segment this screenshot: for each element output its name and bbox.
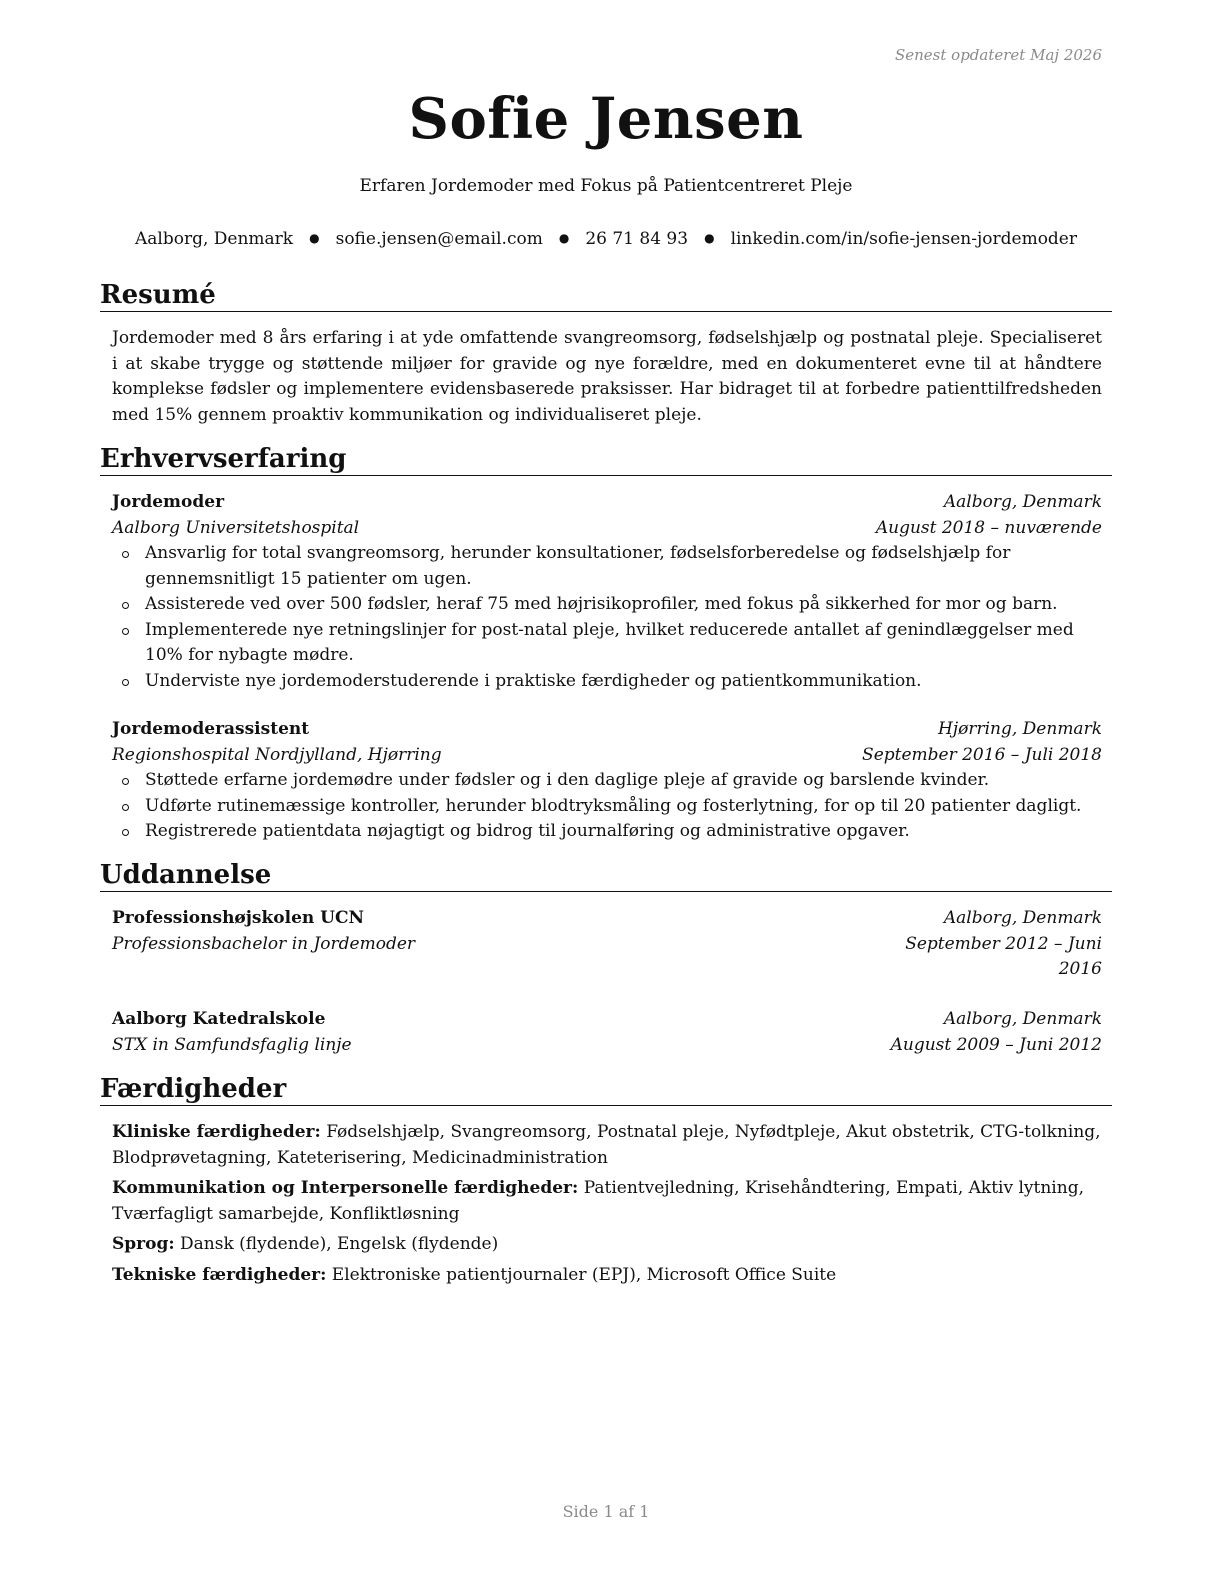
skill-label: Kommunikation og Interpersonelle færdigheder:: [112, 1178, 579, 1198]
job-bullets: [112, 768, 1102, 845]
job-role: Jordemoderassistent: [112, 719, 310, 739]
bullet-text: Assisterede ved over 500 fødsler, heraf 75 med højrisikoprofiler, med fokus på sikkerhed for mor og barn.: [145, 594, 1058, 614]
page-number: Side 1 af 1: [562, 1502, 650, 1521]
education-entry: [112, 906, 1102, 983]
job-organization: Regionshospital Nordjylland, Hjørring: [112, 744, 442, 765]
school-location: Aalborg, Denmark: [943, 1009, 1102, 1029]
list-item: [112, 618, 1102, 669]
bullet-separator-icon: ●: [704, 231, 715, 245]
skill-label: Kliniske færdigheder:: [112, 1122, 321, 1142]
job-entry: [112, 490, 1102, 694]
list-item: [112, 819, 1102, 845]
bullet-text: Støttede erfarne jordemødre under fødsler og i den daglige pleje af gravide og barslende kvinder.: [145, 770, 990, 790]
skill-group: [112, 1120, 1102, 1171]
job-location: Aalborg, Denmark: [943, 492, 1102, 512]
bullet-text: Underviste nye jordemoderstuderende i praktiske færdigheder og patientkommunikation.: [145, 670, 922, 691]
candidate-name: Sofie Jensen: [408, 86, 804, 152]
skill-value: Elektroniske patientjournaler (EPJ), Microsoft Office Suite: [331, 1264, 837, 1285]
job-role: Jordemoder: [112, 492, 225, 512]
bullet-text: Ansvarlig for total svangreomsorg, herunder konsultationer, fødselsforberedelse og fødselshjælp for gennemsnitligt 15 patienter om ugen.: [145, 543, 1011, 589]
section-title-summary: Resumé: [100, 280, 1112, 312]
circle-bullet-icon: [122, 829, 129, 836]
circle-bullet-icon: [122, 551, 129, 558]
job-organization: Aalborg Universitetshospital: [112, 517, 360, 538]
skills-list: [112, 1120, 1102, 1293]
circle-bullet-icon: [122, 679, 129, 686]
school-name: Professionshøjskolen UCN: [112, 908, 365, 928]
resume-page: [100, 0, 1112, 1584]
section-title-education: Uddannelse: [100, 860, 1112, 892]
school-name: Aalborg Katedralskole: [112, 1009, 326, 1029]
circle-bullet-icon: [122, 778, 129, 785]
skill-value: Dansk (flydende), Engelsk (flydende): [180, 1234, 499, 1254]
circle-bullet-icon: [122, 804, 129, 811]
job-bullets: [112, 541, 1102, 694]
section-title-skills: Færdigheder: [100, 1074, 1112, 1106]
list-item: [112, 669, 1102, 695]
education-dates: August 2009 – Juni 2012: [890, 1034, 1102, 1055]
list-item: [112, 768, 1102, 794]
skill-value: Fødselshjælp, Svangreomsorg, Postnatal pleje, Nyfødtpleje, Akut obstetrik, CTG-tolkning, Blodprøvetagning, Kateterisering, Medicinadministration: [112, 1122, 1101, 1168]
contact-linkedin[interactable]: linkedin.com/in/sofie-jensen-jordemoder: [730, 229, 1077, 249]
bullet-text: Implementerede nye retningslinjer for post-natal pleje, hvilket reducerede antallet af genindlæggelser med 10% for nybagte mødre.: [145, 619, 1074, 665]
education-dates: September 2012 – Juni 2016: [905, 933, 1102, 979]
skill-group: [112, 1176, 1102, 1227]
job-dates: August 2018 – nuværende: [875, 517, 1102, 538]
list-item: [112, 794, 1102, 820]
bullet-text: Udførte rutinemæssige kontroller, herunder blodtryksmåling og fosterlytning, for op til 20 patienter dagligt.: [145, 795, 1082, 816]
school-location: Aalborg, Denmark: [943, 908, 1102, 928]
bullet-separator-icon: ●: [558, 231, 570, 245]
tagline: Erfaren Jordemoder med Fokus på Patientcentreret Pleje: [359, 176, 853, 196]
summary-text: Jordemoder med 8 års erfaring i at yde omfattende svangreomsorg, fødselshjælp og postnatal pleje. Specialiseret i at skabe trygge og støttende miljøer for gravide og nye forældre, med en dokumenteret evne til at håndtere komplekse fødsler og implementere evidensbaserede praksisser. Har bidraget til at forbedre patienttilfredsheden med 15% gennem proaktiv kommunikation og individualiseret pleje.: [112, 328, 1102, 425]
skill-label: Sprog:: [112, 1234, 175, 1254]
skill-label: Tekniske færdigheder:: [112, 1264, 327, 1285]
job-dates: September 2016 – Juli 2018: [862, 744, 1102, 765]
skill-value: Patientvejledning, Krisehåndtering, Empati, Aktiv lytning, Tværfagligt samarbejde, Konfliktløsning: [112, 1178, 1084, 1224]
job-entry: [112, 717, 1102, 845]
skill-group: [112, 1263, 1102, 1289]
degree: STX in Samfundsfaglig linje: [112, 1034, 352, 1055]
contact-email[interactable]: sofie.jensen@email.com: [335, 229, 543, 249]
contact-line: [100, 229, 1112, 249]
contact-location: Aalborg, Denmark: [135, 229, 294, 249]
list-item: [112, 592, 1102, 618]
circle-bullet-icon: [122, 628, 129, 635]
job-location: Hjørring, Denmark: [938, 719, 1102, 739]
circle-bullet-icon: [122, 602, 129, 609]
contact-phone: 26 71 84 93: [585, 229, 689, 249]
bullet-separator-icon: ●: [309, 231, 320, 245]
section-title-experience: Erhvervserfaring: [100, 444, 1112, 476]
degree: Professionsbachelor in Jordemoder: [112, 933, 416, 954]
skill-group: [112, 1232, 1102, 1258]
bullet-text: Registrerede patientdata nøjagtigt og bidrog til journalføring og administrative opgaver.: [145, 821, 910, 841]
last-updated: Senest opdateret Maj 2026: [894, 46, 1102, 64]
list-item: [112, 541, 1102, 592]
education-entry: [112, 1007, 1102, 1058]
